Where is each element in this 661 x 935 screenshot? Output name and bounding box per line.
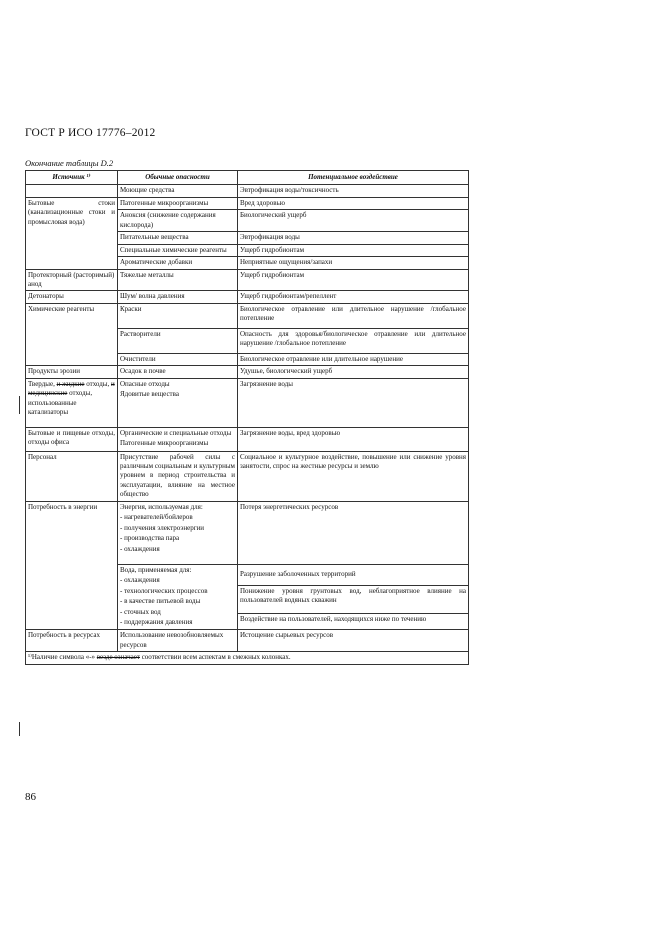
table-row [26,185,469,197]
table-cell-effect: Биологический ущерб [238,210,469,232]
table-cell-hazard [118,564,238,630]
table-row [26,630,469,652]
table-cell-source: Бытовые и пищевые отходы, отходы офиса [26,427,118,451]
source-text: отходы, [86,379,110,388]
table-cell-effect: Разрушение заболоченных территорий [238,564,469,585]
source-text-struck: и медицинские [28,379,115,398]
table-cell-hazard: Питательные вещества [118,232,238,244]
table-cell-effect: Опасность для здоровья/биологическое отравление или длительное нарушение /глобальное потепление [238,328,469,353]
table-cell-source [26,185,118,197]
table-row [26,366,469,378]
hazard-line: - технологических процессов [120,586,208,595]
table-row [26,269,469,291]
table-cell-source: Персонал [26,451,118,501]
table-row [26,291,469,303]
table-cell-effect: Неприятные ощущения/запахи [238,257,469,269]
table-cell-hazard: Тяжелые металлы [118,269,238,291]
revision-bar [19,396,20,414]
table-cell-source: Детонаторы [26,291,118,303]
table-cell-effect: Потеря энергетических ресурсов [238,501,469,564]
table [25,170,469,665]
table-cell-hazard: Моющие средства [118,185,238,197]
table-header-row [26,171,469,185]
footnote-text: ¹⁾Наличие символа «-» [28,653,96,662]
table-cell-effect: Ущерб гидробионтам [238,244,469,256]
table-cell-effect: Эвтрофикация воды [238,232,469,244]
page-number: 86 [25,791,36,803]
table-cell-hazard: Использование невозобновляемых ресурсов [118,630,238,652]
table-cell-hazard: Присутствие рабочей силы с различным социальным и культурным уровнем в период строительства и эксплуатации, влияние на местное общество [118,451,238,501]
table-cell-source: Протекторный (расторимый) анод [26,269,118,291]
table-cell-hazard: Краски [118,303,238,328]
table-cell-hazard: Специальные химические реагенты [118,244,238,256]
source-text-struck: и жидкие [56,379,85,388]
table-cell-effect: Загрязнение воды, вред здоровью [238,427,469,451]
table-cell-source: Химические реагенты [26,303,118,365]
table-footnote-row [26,652,469,664]
table-cell-hazard: Шум/ волна давления [118,291,238,303]
table-cell-hazard: Очистители [118,353,238,365]
table-row [26,197,469,209]
table-footnote [26,652,469,664]
standard-header: ГОСТ Р ИСО 17776–2012 [25,127,156,139]
table-cell-effect: Биологическое отравление или длительное нарушение [238,353,469,365]
source-text: Твердые, [28,379,55,388]
footnote-struck-text: везде означает [96,653,140,662]
table-cell-hazard [118,501,238,564]
table-cell-hazard: Растворители [118,328,238,353]
table-row [26,303,469,328]
footnote-text: соответствии всем аспектам в смежных колонках. [141,653,291,662]
table-cell-hazard [118,378,238,427]
table-cell-source: Бытовые стоки (канализационные стоки и промысловая вода) [26,197,118,269]
column-header-source: Источник ¹⁾ [26,171,118,185]
table-cell-effect: Социальное и культурное воздействие, повышение или снижение уровня занятости, спрос на жестные ресурсы и землю [238,451,469,501]
table-cell-hazard: Осадок в почве [118,366,238,378]
table-cell-hazard: Патогенные микроорганизмы [118,197,238,209]
hazard-line: Патогенные микроорганизмы [120,439,209,448]
hazard-line: Опасные отходы [120,379,170,388]
table-cell-effect: Вред здоровью [238,197,469,209]
table-cell-effect: Загрязнение воды [238,378,469,427]
table-cell-source: Потребность в ресурсах [26,630,118,652]
hazard-line: - в качестве питьевой воды [120,597,201,606]
table-caption: Окончание таблицы D.2 [25,158,114,168]
table-cell-hazard: Ароматические добавки [118,257,238,269]
hazard-line: - производства пара [120,534,180,543]
table-cell-hazard: Аноксия (снижение содержания кислорода) [118,210,238,232]
hazard-line: - нагревателей/бойлеров [120,513,193,522]
table-row [26,501,469,564]
revision-bar [19,722,20,736]
hazard-line: - получения электроэнергии [120,523,205,532]
table-row [26,378,469,427]
table-cell-source [26,378,118,427]
source-text: отходы, использованные катализаторы [28,389,93,416]
table-cell-effect: Биологическое отравление или длительное нарушение /глобальное потепление [238,303,469,328]
hazard-line: Органические и специальные отходы [120,428,232,437]
table-cell-effect: Эвтрофикация воды/токсичность [238,185,469,197]
table-cell-effect: Ущерб гидробионтам/репеллент [238,291,469,303]
column-header-hazard: Обычные опасности [118,171,238,185]
hazard-line: Вода, применяемая для: [120,565,192,574]
hazard-line: - охлаждения [120,576,160,585]
table-cell-source: Продукты эрозии [26,366,118,378]
table-row [26,451,469,501]
table-row [26,427,469,451]
table-cell-effect: Удушье, биологический ущерб [238,366,469,378]
table-cell-source: Потребность в энергии [26,501,118,630]
hazard-line: Ядовитые вещества [120,390,179,399]
table-cell-hazard [118,427,238,451]
hazard-line: - охлаждения [120,544,160,553]
table-cell-effect: Понижение уровня грунтовых вод, неблагоприятное влияние на пользователей водяных скважин [238,585,469,613]
table-cell-effect: Воздействие на пользователей, находящихся ниже по течению [238,614,469,630]
hazard-line: - сточных вод [120,607,161,616]
table-cell-effect: Истощение сырьевых ресурсов [238,630,469,652]
column-header-effect: Потенциальное воздействие [238,171,469,185]
hazard-line: - поддержания давления [120,617,193,626]
hazard-line: Энергия, используемая для: [120,502,203,511]
table-cell-effect: Ущерб гидробионтам [238,269,469,291]
